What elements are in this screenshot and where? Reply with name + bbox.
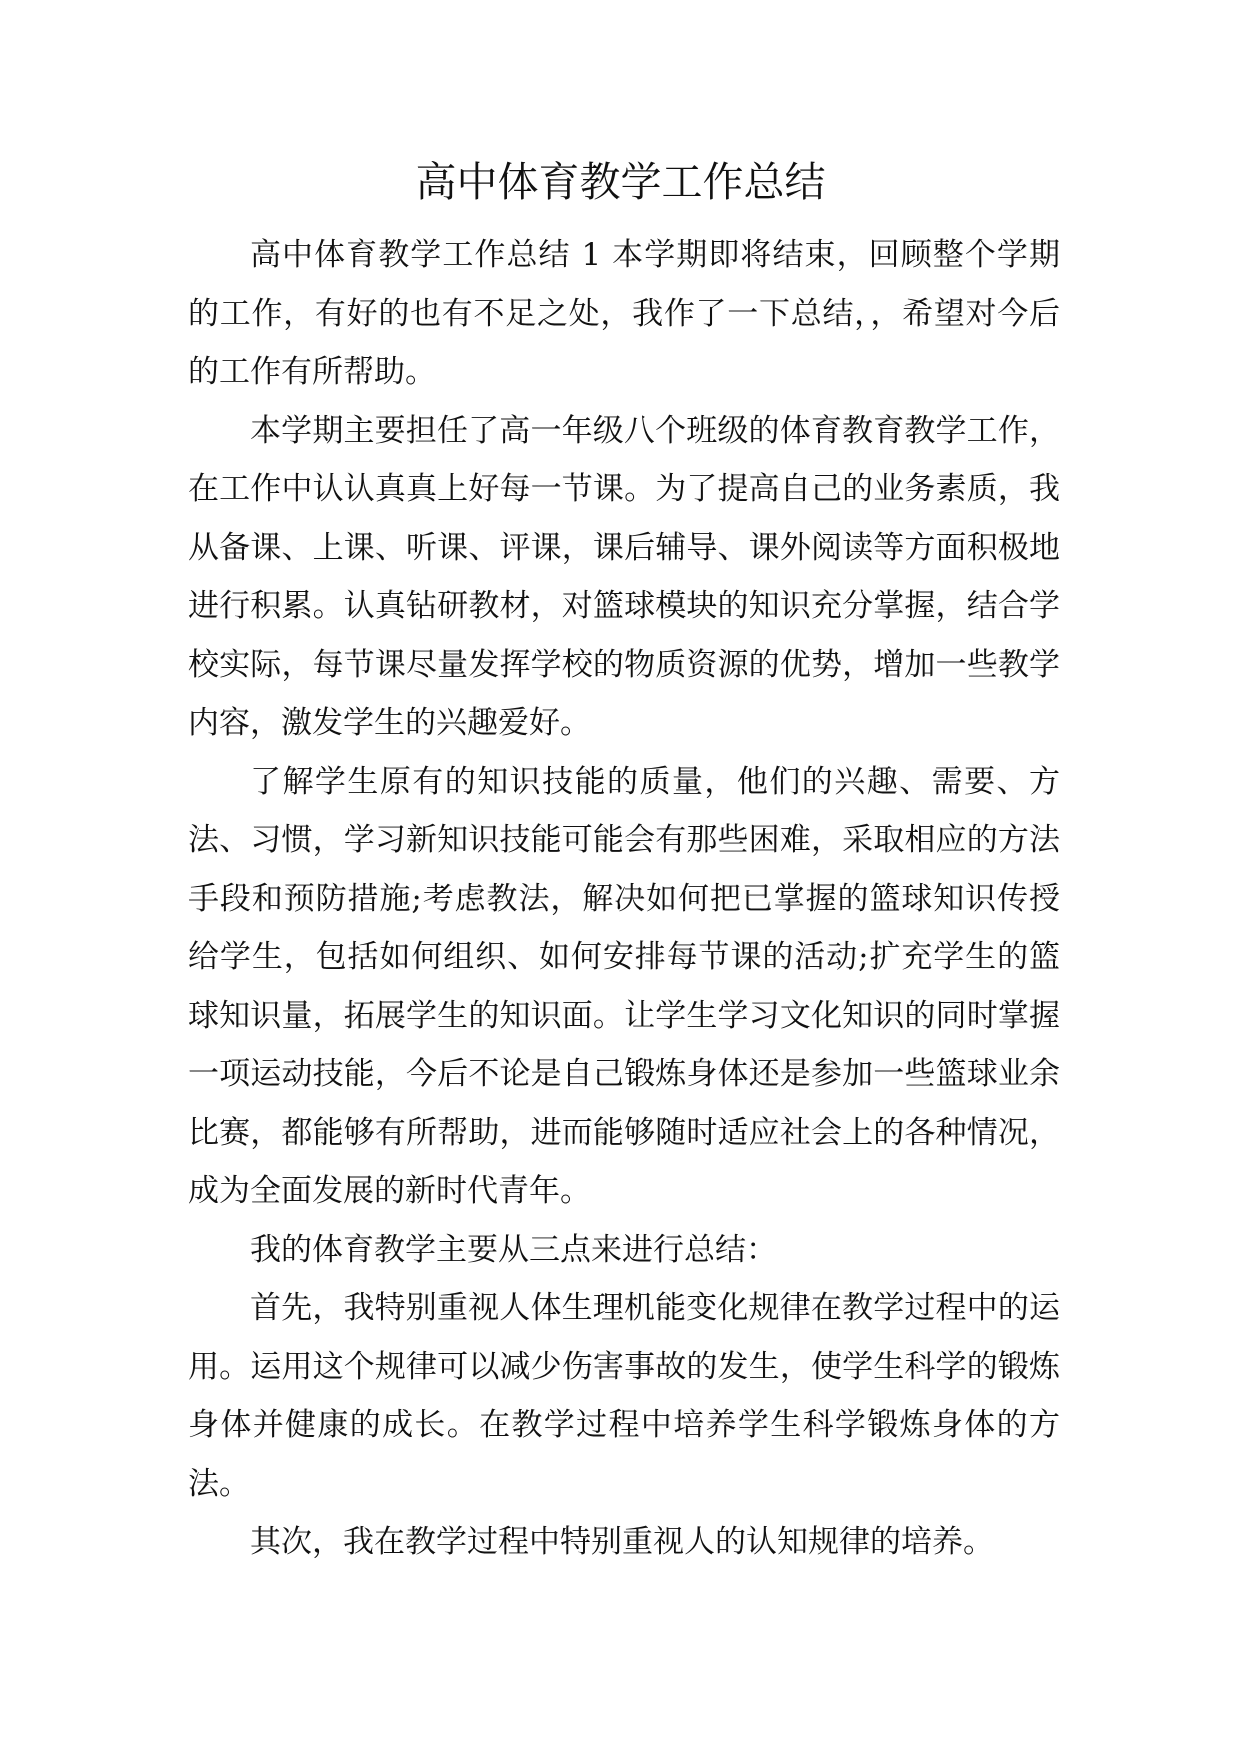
paragraph-understanding-students: 了解学生原有的知识技能的质量，他们的兴趣、需要、方法、习惯，学习新知识技能可能会有那些困难，采取相应的方法手段和预防措施;考虑教法，解决如何把已掌握的篮球知识传授给学生，包括如何组织、如何安排每节课的活动;扩充学生的篮球知识量，拓展学生的知识面。让学生学习文化知识的同时掌握一项运动技能，今后不论是自己锻炼身体还是参加一些篮球业余比赛，都能够有所帮助，进而能够随时适应社会上的各种情况，成为全面发展的新时代青年。 bbox=[188, 763, 1060, 1209]
paragraph-summary-lead: 我的体育教学主要从三点来进行总结： bbox=[250, 1231, 777, 1268]
paragraph-second-point: 其次，我在教学过程中特别重视人的认知规律的培养。 bbox=[250, 1524, 994, 1560]
paragraph-intro: 高中体育教学工作总结 1 本学期即将结束，回顾整个学期的工作，有好的也有不足之处，我作了一下总结，，希望对今后的工作有所帮助。 bbox=[188, 237, 1060, 390]
paragraph-first-point: 首先，我特别重视人体生理机能变化规律在教学过程中的运用。运用这个规律可以减少伤害事故的发生，使学生科学的锻炼身体并健康的成长。在教学过程中培养学生科学锻炼身体的方法。 bbox=[188, 1290, 1060, 1502]
paragraph-duties: 本学期主要担任了高一年级八个班级的体育教育教学工作，在工作中认认真真上好每一节课。为了提高自己的业务素质，我从备课、上课、听课、评课，课后辅导、课外阅读等方面积极地进行积累。认真钻研教材，对篮球模块的知识充分掌握，结合学校实际，每节课尽量发挥学校的物质资源的优势，增加一些教学内容，激发学生的兴趣爱好。 bbox=[188, 412, 1060, 741]
document-title: 高中体育教学工作总结 bbox=[415, 158, 826, 206]
document-body bbox=[188, 226, 1060, 1572]
